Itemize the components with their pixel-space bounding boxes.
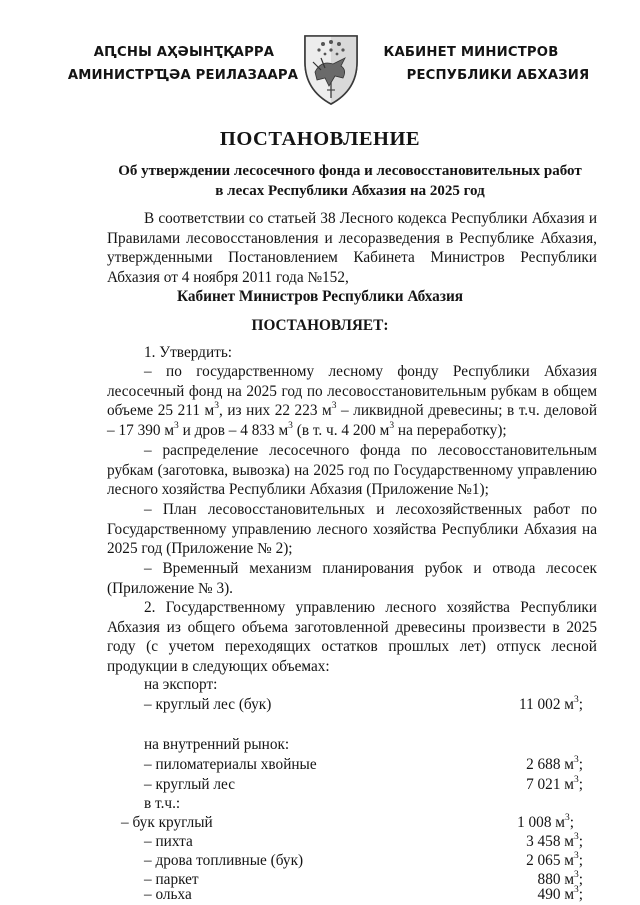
subtitle-line1: Об утверждении лесосечного фонда и лесовосстановительных работ: [118, 163, 582, 179]
sup-cubic: 3: [331, 401, 337, 412]
sup-cubic: 3: [574, 754, 579, 765]
document-subtitle: [100, 161, 600, 201]
sub-item-label: – ольха: [144, 886, 192, 903]
export-heading: на экспорт:: [144, 676, 218, 693]
sup-cubic: 3: [389, 420, 395, 431]
sup-cubic: 3: [214, 401, 219, 412]
item1-a-part3: – ликвидной древесины; в т.ч. деловой – 17 390 м: [107, 402, 598, 439]
item1-heading: [107, 343, 597, 363]
sub-item-label: – паркет: [144, 871, 199, 888]
sup-cubic: 3: [574, 850, 579, 861]
value-text: 7 021 м: [526, 776, 574, 793]
domestic-item-value: [526, 755, 583, 775]
value-suffix: ;: [569, 814, 574, 831]
value-suffix: ;: [578, 756, 583, 773]
value-text: 2 688 м: [526, 756, 574, 773]
sup-cubic: 3: [565, 812, 570, 823]
item1-c-text: – План лесовосстановительных и лесохозяйственных работ по Государственному управлению лесного хозяйства Республики Абхазия на 2025 год (Приложение № 2);: [107, 501, 597, 558]
item1-a-part1: – по государственному лесному фонду Республики Абхазия лесосечный фонд на 2025 год по лесовосстановительным рубкам в общем объеме 25 211 м: [107, 363, 597, 420]
item1-c: [107, 500, 597, 559]
sub-item-label: – дрова топливные (бук): [144, 852, 304, 869]
item1-b-text: – распределение лесосечного фонда по лесовосстановительным рубкам (заготовка, вывозка) на 2025 год по Государственному управлению лесного хозяйства Республики Абхазия (Приложение №1);: [107, 442, 597, 499]
value-suffix: ;: [578, 852, 583, 869]
sub-item-label: – пихта: [144, 833, 193, 850]
item1-d: [107, 559, 597, 598]
value-text: 11 002 м: [518, 696, 574, 713]
header-left-line2: АМИНИСТРҴӘА РЕИЛАЗААРА: [67, 68, 299, 83]
value-suffix: ;: [578, 776, 583, 793]
document-title: ПОСТАНОВЛЕНИЕ: [219, 128, 421, 150]
item1-d-text: – Временный механизм планирования рубок и отвода лесосек (Приложение № 3).: [107, 560, 597, 597]
sup-cubic: 3: [288, 420, 293, 431]
value-text: 2 065 м: [526, 852, 574, 869]
resolves-heading: ПОСТАНОВЛЯЕТ:: [251, 317, 389, 334]
sup-cubic: 3: [574, 694, 579, 705]
item2-text: 2. Государственному управлению лесного хозяйства Республики Абхазия из общего объема заготовленной древесины произвести в 2025 году (с учетом переходящих остатков прошлых лет) отпуск лесной продукции в следующих объемах:: [107, 599, 597, 675]
sup-cubic: 3: [574, 884, 579, 895]
subtitle-line2: в лесах Республики Абхазия на 2025 год: [215, 183, 485, 199]
cabinet-heading: Кабинет Министров Республики Абхазия: [176, 288, 464, 305]
header-russian: [358, 41, 618, 87]
domestic-heading: на внутренний рынок:: [144, 736, 290, 753]
domestic-item-label: – пиломатериалы хвойные: [144, 756, 317, 773]
domestic-incl-label: в т.ч.:: [144, 795, 181, 812]
value-text: 1 008 м: [517, 814, 565, 831]
item2: [107, 598, 597, 676]
sup-cubic: 3: [574, 831, 579, 842]
value-suffix: ;: [578, 871, 583, 888]
preamble-text: В соответствии со статьей 38 Лесного кодекса Республики Абхазия и Правилами лесовосстановления и лесоразведения в Республике Абхазия, утвержденными Постановлением Кабинета Министров Республики Абхазия от 4 ноября 2011 года №152,: [107, 210, 597, 286]
header-right-line2: РЕСПУБЛИКИ АБХАЗИЯ: [406, 68, 590, 83]
sup-cubic: 3: [574, 774, 579, 785]
domestic-item-label: – круглый лес: [144, 776, 236, 793]
item1-heading-text: 1. Утвердить:: [144, 344, 233, 361]
value-suffix: ;: [578, 833, 583, 850]
sub-item-value: [517, 813, 574, 833]
item1-a-part2: , из них 22 223 м: [218, 402, 332, 420]
export-item-value: [519, 695, 583, 715]
preamble-paragraph: [107, 209, 597, 287]
item1-a: [107, 362, 597, 440]
sub-item-value: [526, 832, 583, 852]
value-text: 490 м: [537, 886, 574, 903]
export-item-label: – круглый лес (бук): [144, 696, 272, 713]
value-text: 3 458 м: [526, 833, 574, 850]
domestic-item-value: [526, 775, 583, 795]
sup-cubic: 3: [574, 869, 579, 880]
item1-b: [107, 441, 597, 500]
item1-a-part4: и дров – 4 833 м: [178, 421, 289, 439]
value-suffix: ;: [578, 886, 583, 903]
abkhazia-coat-of-arms-icon: [301, 32, 361, 107]
sup-cubic: 3: [174, 420, 179, 431]
header-left-line1: АԤСНЫ АҲӘЫНҬҚАРРА: [93, 45, 275, 60]
value-text: 880 м: [537, 871, 574, 888]
sub-item-value: [526, 851, 583, 871]
item1-a-part6: на переработку);: [394, 421, 507, 439]
value-suffix: ;: [578, 696, 583, 713]
header-right-line1: КАБИНЕТ МИНИСТРОВ: [383, 45, 559, 60]
sub-item-label: – бук круглый: [121, 814, 213, 831]
sub-item-value: [538, 885, 583, 905]
item1-a-part5: (в т. ч. 4 200 м: [292, 421, 390, 439]
